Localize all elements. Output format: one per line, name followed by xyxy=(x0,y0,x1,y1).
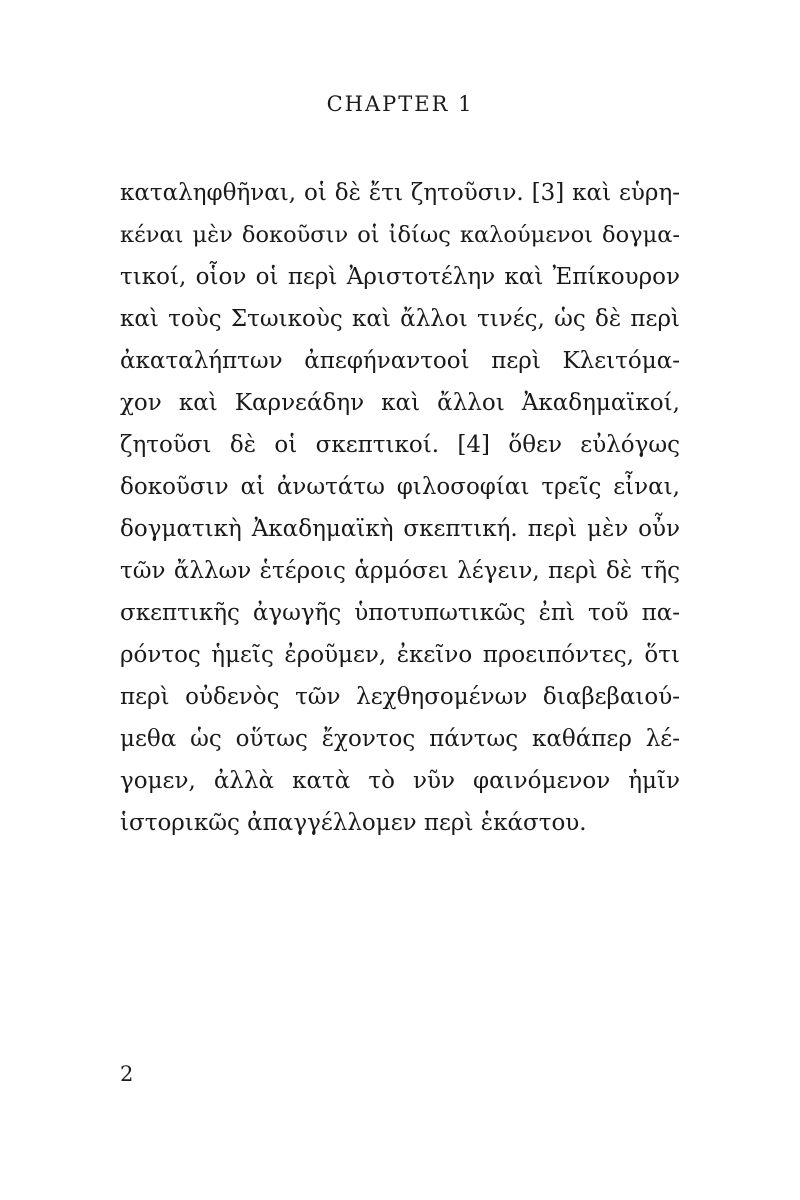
page-number: 2 xyxy=(120,1062,134,1086)
body-text xyxy=(120,172,680,844)
running-head: CHAPTER 1 xyxy=(326,92,474,116)
text-line: μεθα ὡς οὕτως ἔχοντος πάντως καθάπερ λέ- xyxy=(120,726,680,752)
text-line: σκεπτικῆς ἀγωγῆς ὑποτυπωτικῶς ἐπὶ τοῦ πα- xyxy=(120,600,680,626)
text-line: περὶ οὐδενὸς τῶν λεχθησομένων διαβεβαιού- xyxy=(120,684,680,710)
text-line: χον καὶ Καρνεάδην καὶ ἄλλοι Ἀκαδημαϊκοί, xyxy=(120,390,680,416)
text-line: τικοί, οἷον οἱ περὶ Ἀριστοτέλην καὶ Ἐπίκουρον xyxy=(120,264,680,290)
text-line: ἀκαταλήπτων ἀπεφήναντοοἱ περὶ Κλειτόμα- xyxy=(120,348,680,374)
text-line: ἱστορικῶς ἀπαγγέλλομεν περὶ ἑκάστου. xyxy=(120,810,587,836)
text-line: ζητοῦσι δὲ οἱ σκεπτικοί. [4] ὅθεν εὐλόγως xyxy=(120,432,680,458)
text-line: δοκοῦσιν αἱ ἀνωτάτω φιλοσοφίαι τρεῖς εἶναι, xyxy=(120,474,680,500)
text-line: δογματικὴ Ἀκαδημαϊκὴ σκεπτική. περὶ μὲν οὖν xyxy=(120,516,680,542)
text-line: τῶν ἄλλων ἑτέροις ἁρμόσει λέγειν, περὶ δὲ τῆς xyxy=(120,558,680,584)
text-line: κέναι μὲν δοκοῦσιν οἱ ἰδίως καλούμενοι δογμα- xyxy=(120,222,680,248)
text-line: ρόντος ἡμεῖς ἐροῦμεν, ἐκεῖνο προειπόντες, ὅτι xyxy=(120,642,680,668)
text-line: καὶ τοὺς Στωικοὺς καὶ ἄλλοι τινές, ὡς δὲ περὶ xyxy=(120,306,680,332)
text-line: καταληφθῆναι, οἱ δὲ ἔτι ζητοῦσιν. [3] καὶ εὑρη- xyxy=(120,180,680,206)
text-line: γομεν, ἀλλὰ κατὰ τὸ νῦν φαινόμενον ἡμῖν xyxy=(120,768,680,794)
